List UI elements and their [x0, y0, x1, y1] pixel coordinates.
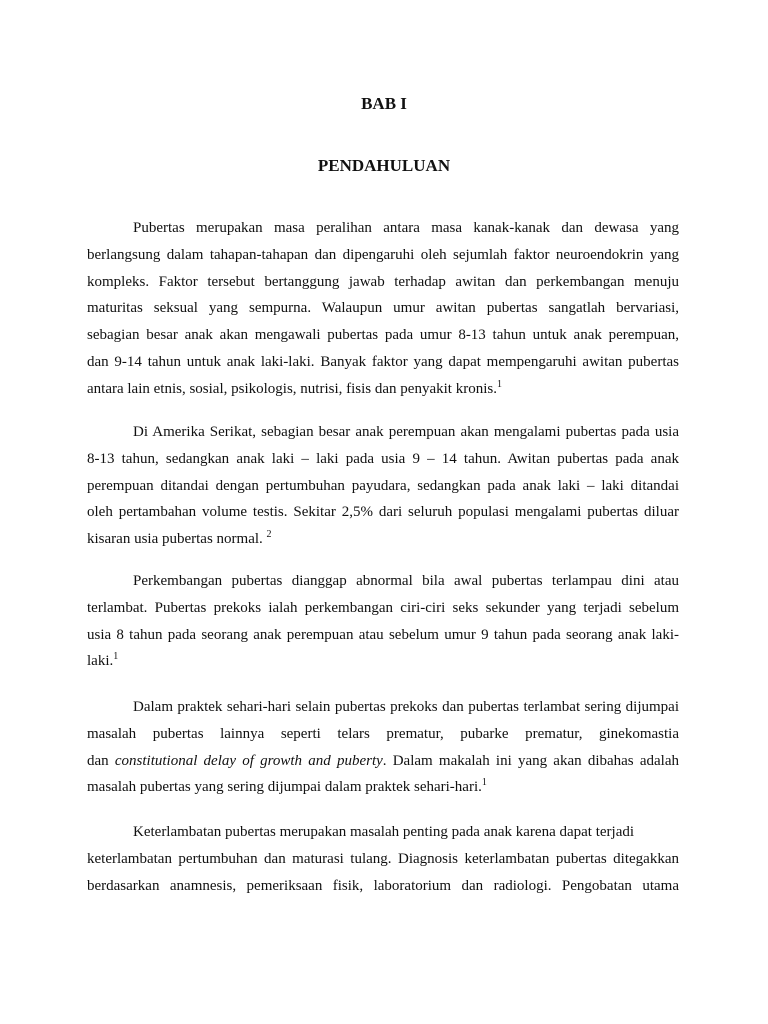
text-line: dan constitutional delay of growth and puberty. Dalam makalah ini yang akan dibahas adalah — [87, 752, 679, 769]
text-line: sebagian besar anak akan mengawali pubertas pada umur 8-13 tahun untuk anak perempuan, — [87, 327, 679, 344]
text-line: dan 9-14 tahun untuk anak laki-laki. Banyak faktor yang dapat mempengaruhi awitan pubertas — [87, 353, 679, 370]
footnote-ref: 1 — [481, 777, 487, 789]
text-line: oleh pertambahan volume testis. Sekitar 2,5% dari seluruh populasi mengalami pubertas diluar — [87, 504, 679, 521]
text-line: 8-13 tahun, sedangkan anak laki – laki pada usia 9 – 14 tahun. Awitan pubertas pada anak — [87, 450, 679, 467]
footnote-ref: 1 — [113, 651, 119, 663]
text-line: maturitas seksual yang sempurna. Walaupun umur awitan pubertas sangatlah bervariasi, — [87, 300, 679, 317]
text-line: perempuan ditandai dengan pertumbuhan payudara, sedangkan pada anak laki – laki ditandai — [87, 477, 679, 494]
text-line: Di Amerika Serikat, sebagian besar anak perempuan akan mengalami pubertas pada usia — [133, 424, 679, 440]
paragraph-3 — [87, 568, 679, 675]
chapter-heading: BAB I — [361, 94, 407, 113]
text-line: berdasarkan anamnesis, pemeriksaan fisik, laboratorium dan radiologi. Pengobatan utama — [87, 877, 679, 894]
footnote-ref: 1 — [496, 378, 502, 390]
chapter-title: PENDAHULUAN — [317, 156, 451, 175]
paragraph-1 — [87, 215, 679, 403]
text-line: antara lain etnis, sosial, psikologis, nutrisi, fisis dan penyakit kronis.$^1$ — [87, 378, 502, 397]
footnote-ref: 2 — [266, 529, 272, 541]
text-line: Dalam praktek sehari-hari selain pubertas prekoks dan pubertas terlambat sering dijumpai — [133, 699, 679, 715]
text-line: berlangsung dalam tahapan-tahapan dan dipengaruhi oleh sejumlah faktor neuroendokrin yang — [87, 246, 679, 263]
text-line: kisaran usia pubertas normal. $^2$ — [87, 529, 272, 548]
text-line: keterlambatan pertumbuhan dan maturasi tulang. Diagnosis keterlambatan pubertas ditegakkan — [87, 850, 679, 867]
italic-term: constitutional delay of growth and puberty — [114, 752, 383, 769]
text-line: kompleks. Faktor tersebut bertanggung jawab terhadap awitan dan perkembangan menuju — [87, 273, 679, 290]
text-line: terlambat. Pubertas prekoks ialah perkembangan ciri-ciri seks sekunder yang terjadi sebelum — [87, 599, 679, 616]
paragraph-5 — [87, 819, 679, 899]
text-line: Perkembangan pubertas dianggap abnormal bila awal pubertas terlampau dini atau — [133, 573, 679, 589]
paragraph-2 — [87, 419, 679, 553]
text-line: masalah pubertas yang sering dijumpai dalam praktek sehari-hari.$^1$ — [87, 777, 487, 796]
text-line: laki.$^1$ — [87, 651, 119, 670]
text-line: Pubertas merupakan masa peralihan antara masa kanak-kanak dan dewasa yang — [133, 220, 679, 236]
paragraph-4 — [87, 694, 679, 801]
text-line: masalah pubertas lainnya seperti telars prematur, pubarke prematur, ginekomastia — [87, 725, 679, 742]
text-line: usia 8 tahun pada seorang anak perempuan atau sebelum umur 9 tahun pada seorang anak laki- — [87, 626, 679, 643]
text-line: Keterlambatan pubertas merupakan masalah penting pada anak karena dapat terjadi — [133, 824, 635, 840]
